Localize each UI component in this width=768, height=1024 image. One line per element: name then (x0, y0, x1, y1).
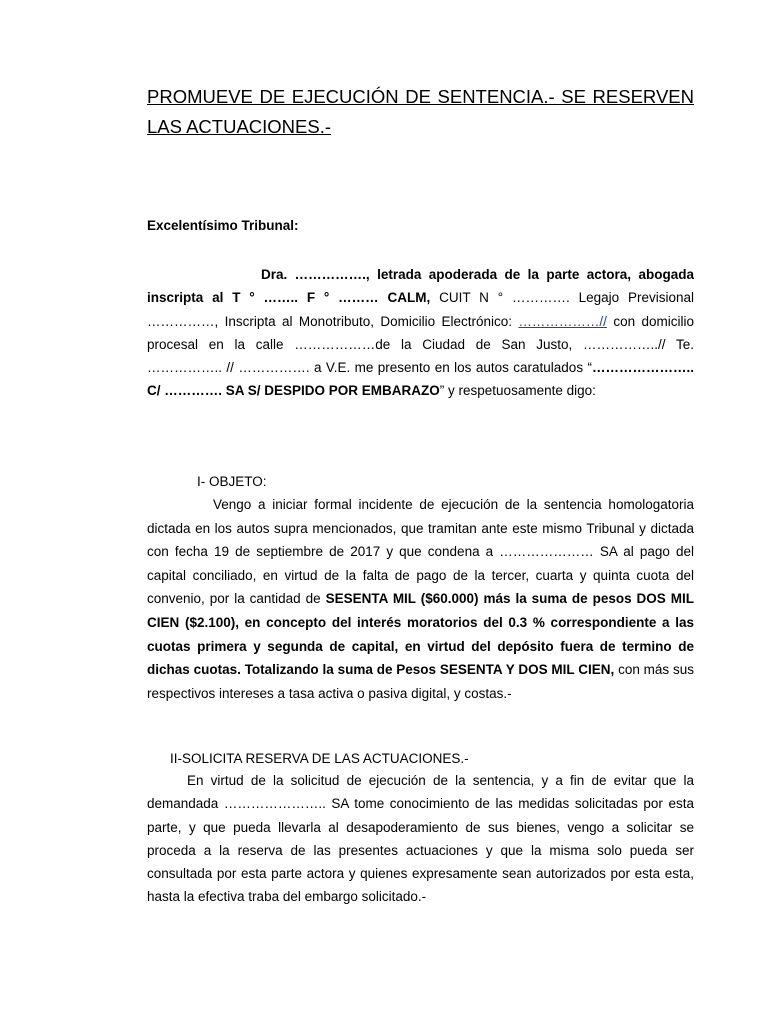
address-details: con domicilio procesal en la calle ………………de la Ciudad de San Justo, ……………..// Te. …………….. // ……………. a V.E. me presento en los autos caratulados “ (147, 313, 694, 376)
intro-paragraph (147, 263, 694, 403)
document-title: PROMUEVE DE EJECUCIÓN DE SENTENCIA.- SE RESERVEN LAS ACTUACIONES.- (147, 86, 694, 137)
section-reserva-body: En virtud de la solicitud de ejecución de la sentencia, y a fin de evitar que la demandada ………………….. SA tome conocimiento de las medidas solicitadas por esta parte, y que pueda llevarla al desapoderamiento de sus bienes, vengo a solicitar se proceda a la reserva de las presentes actuaciones y que la misma solo pueda ser consultada por esta parte actora y quienes expresamente sean autorizados por esta esta, hasta la efectiva traba del embargo solicitado.- (147, 773, 694, 905)
section-objeto-body (147, 493, 694, 705)
objeto-text: Vengo a iniciar formal incidente de ejecución de la sentencia homologatoria dictada en los autos supra mencionados, que tramitan ante este mismo Tribunal y dictada con fecha 19 de septiembre de 2017 y que condena a ………………… SA al pago del capital conciliado, en virtud de la falta de pago de la tercer, cuarta y quinta cuota del convenio, por la cantidad de (147, 497, 694, 607)
electronic-domicile-link[interactable]: ………………// (518, 313, 607, 329)
section-reserva-heading: II-SOLICITA RESERVA DE LAS ACTUACIONES.- (170, 751, 469, 766)
lawyer-identification: Dra. ……………., letrada apoderada de la parte actora, abogada inscripta al T ° …….. F ° ……… CALM, (147, 267, 694, 306)
salutation: Excelentísimo Tribunal: (147, 218, 299, 233)
section-objeto-heading: I- OBJETO: (197, 474, 267, 489)
objeto-text-end: con más sus respectivos intereses a tasa activa o pasiva digital, y costas.- (147, 662, 694, 701)
objeto-amount: SESENTA MIL ($60.000) más la suma de pesos DOS MIL CIEN ($2.100), en concepto del interés moratorios del 0.3 % correspondiente a las cuotas primera y segunda de capital, en virtud del depósito fuera de termino de dichas cuotas. Totalizando la suma de Pesos SESENTA Y DOS MIL CIEN, (147, 591, 694, 678)
intro-closing: ” y respetuosamente digo: (439, 383, 596, 399)
case-caption: ………………….. C/ …………. SA S/ DESPIDO POR EMBARAZO (147, 360, 694, 399)
cuit-details: CUIT N ° …………. Legajo Previsional ……………, Inscripta al Monotributo, Domicilio Electrónico: (147, 290, 694, 329)
